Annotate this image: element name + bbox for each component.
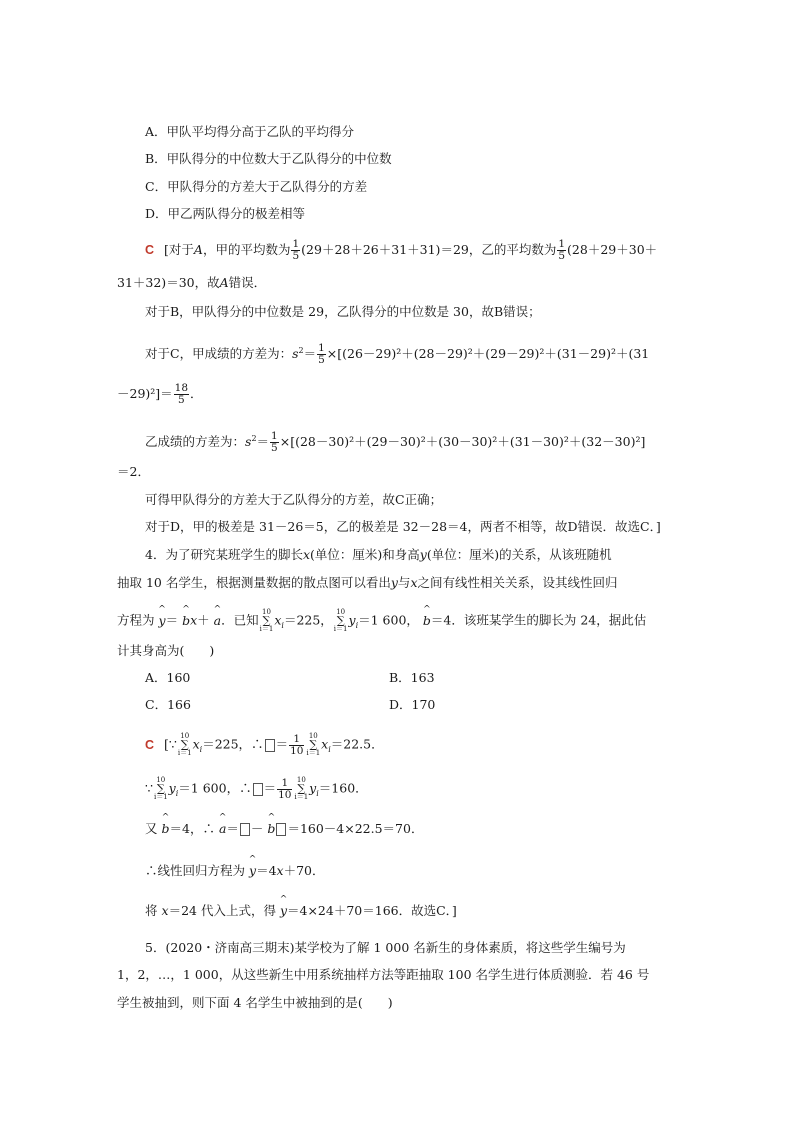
q3-solution-line-2: 31＋32)＝30，故A错误． — [117, 275, 267, 290]
q3-solution-line-6: 乙成绩的方差为：$s^2=$ $\frac{1}{5}$ ×[(28－30)²＋(29－30)²＋(30－30)²＋(31－30)²＋(32－30)²] — [145, 430, 646, 454]
fraction: $\frac{1}{5}$ — [292, 238, 300, 262]
q4-solution-line-2: ∵10 ∑ $i=1y_i=1$ 600，∴ ＝ $\frac{1}{10}$ 10 ∑ $i=1y_i=160$． — [145, 776, 368, 801]
fraction: $\frac{1}{10}$ — [290, 732, 304, 757]
q3-solution-line-1: C [对于A，甲的平均数为 $\frac{1}{5}$ (29＋28＋26＋31＋31)＝29，乙的平均数为 $\frac{1}{5}$ (28＋29＋30＋ — [145, 238, 658, 262]
q4-solution-line-1: C [∵10 ∑ $i=1x_i=225$，∴ ＝ $\frac{1}{10}$ 10 ∑ $i=1x_i=22.5$． — [145, 732, 384, 757]
fraction: $\frac{18}{5}$ — [174, 382, 189, 406]
q4-solution-line-5: 将 x＝24 代入上式，得 ^ y＝4×24＋70＝166．故选C．] — [145, 903, 457, 919]
summation-symbol: 10 ∑ i＝1 — [177, 732, 192, 757]
q4-stem-line-4: 计其身高为( ) — [117, 643, 215, 658]
q4-answer-label: C — [145, 737, 155, 752]
q4-option-c: C．166 — [145, 697, 191, 712]
q5-stem-line-2: 1，2，…，1 000，从这些新生中用系统抽样方法等距抽取 100 名学生进行体质测验．若 46 号 — [117, 967, 650, 982]
q3-solution-line-3: 对于B，甲队得分的中位数是 29，乙队得分的中位数是 30，故B错误； — [145, 304, 541, 319]
fraction: $\frac{1}{5}$ — [558, 238, 566, 262]
q4-option-a: A．160 — [145, 670, 191, 685]
q3-solution-line-7: ＝2． — [117, 464, 150, 479]
q4-option-b: B．163 — [389, 670, 435, 685]
summation-symbol: 10 ∑ i＝1 — [294, 776, 309, 801]
summation-symbol: 10 ∑ i＝1 — [306, 732, 321, 757]
q3-option-d: D．甲乙两队得分的极差相等 — [145, 206, 306, 221]
fraction: $\frac{1}{5}$ — [318, 342, 325, 366]
summation-symbol: 10 ∑ i＝1 — [333, 608, 348, 633]
fraction: $\frac{1}{10}$ — [278, 776, 292, 801]
q4-solution-line-3: 又 ^ b＝4，∴ ^ a＝ － ^ b ＝160－4×22.5＝70． — [145, 821, 423, 837]
q4-option-d: D．170 — [389, 697, 436, 712]
placeholder-box-icon — [276, 823, 286, 836]
q3-option-c: C．甲队得分的方差大于乙队得分的方差 — [145, 179, 368, 194]
placeholder-box-icon — [265, 739, 275, 752]
summation-symbol: 10 ∑ i＝1 — [259, 608, 274, 633]
q3-solution-line-5: －29)²]＝ $\frac{18}{5}$ ． — [117, 382, 203, 406]
placeholder-box-icon — [240, 823, 250, 836]
q3-solution-line-4: 对于C，甲成绩的方差为：$s^2=$ $\frac{1}{5}$ ×[(26－29)²＋(28－29)²＋(29－29)²＋(31－29)²＋(31 — [145, 342, 650, 366]
summation-symbol: 10 ∑ i＝1 — [153, 776, 168, 801]
placeholder-box-icon — [253, 783, 263, 796]
q5-stem-line-3: 学生被抽到，则下面 4 名学生中被抽到的是( ) — [117, 995, 393, 1010]
q3-answer-label: C — [145, 243, 155, 257]
q4-stem-line-3: 方程为 ^ y＝ ^ bx＋ ^ a．已知10 ∑ $i=1x_i=225$，10 ∑ $i=1y_i=1$ 600， ^ b＝4．该班某学生的脚长为 24，据此估 — [117, 609, 646, 633]
q5-stem-line-1: 5．(2020・济南高三期末)某学校为了解 1 000 名新生的身体素质，将这些学生编号为 — [145, 940, 626, 955]
q4-stem-line-2: 抽取 10 名学生，根据测量数据的散点图可以看出y与x之间有线性相关关系，设其线性回归 — [117, 575, 618, 590]
q4-solution-line-4: ∴线性回归方程为 ^ y＝4x＋70． — [145, 863, 324, 879]
q3-option-b: B．甲队得分的中位数大于乙队得分的中位数 — [145, 151, 392, 166]
q3-solution-line-8: 可得甲队得分的方差大于乙队得分的方差，故C正确； — [145, 492, 443, 507]
q4-stem-line-1: 4．为了研究某班学生的脚长x(单位：厘米)和身高y(单位：厘米)的关系，从该班随机 — [145, 547, 612, 562]
fraction: $\frac{1}{5}$ — [271, 430, 278, 454]
q3-option-a: A．甲队平均得分高于乙队的平均得分 — [145, 124, 355, 139]
q3-solution-line-9: 对于D，甲的极差是 31－26＝5，乙的极差是 32－28＝4，两者不相等，故D错误．故选C．] — [145, 519, 661, 534]
